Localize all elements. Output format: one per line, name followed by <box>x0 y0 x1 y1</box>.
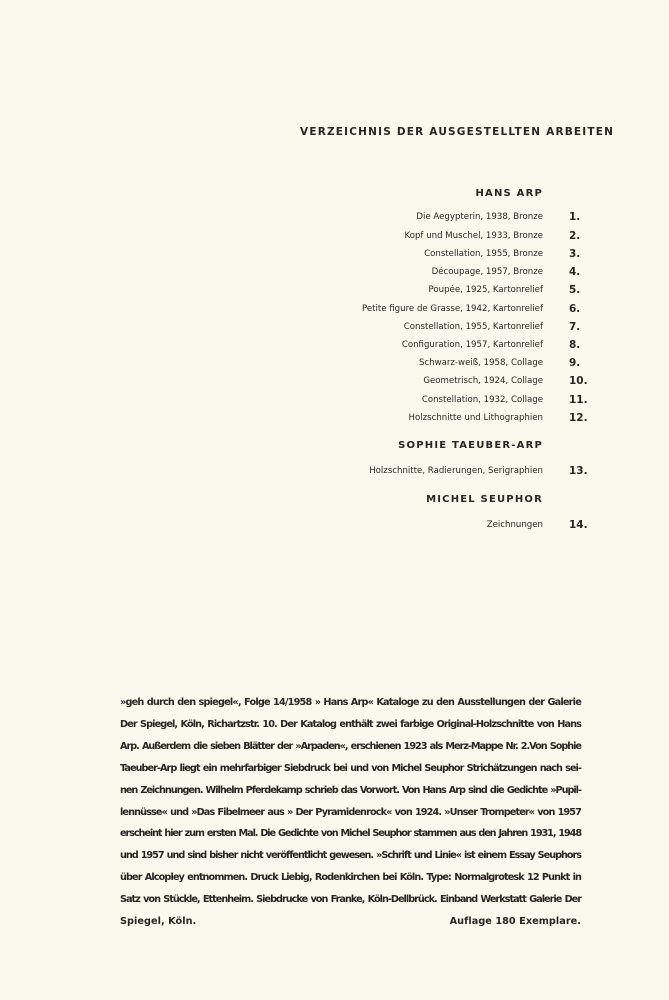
work-row <box>300 393 587 411</box>
work-row <box>300 247 587 265</box>
colophon-last-line <box>120 911 581 933</box>
work-title: Geometrisch, 1924, Collage <box>423 376 543 386</box>
colophon-line: erscheint hier zum ersten Mal. Die Gedichte von Michel Seuphor stammen aus den Jahren 1931, 1948 <box>120 828 581 840</box>
work-title: Zeichnungen <box>486 520 543 530</box>
work-title: Kopf und Muschel, 1933, Bronze <box>404 230 543 241</box>
edition-note: Auflage 180 Exemplare. <box>449 916 581 928</box>
artist-heading-hans-arp: HANS ARP <box>475 188 543 199</box>
work-row <box>300 464 587 482</box>
work-row <box>300 338 587 356</box>
work-title: Holzschnitte und Lithographien <box>408 412 543 423</box>
work-number: 3. <box>569 248 581 260</box>
work-row <box>300 320 587 338</box>
colophon-line: und 1957 und sind bisher nicht veröffentlicht gewesen. »Schrift und Linie« ist einem Essay Seuphors <box>120 850 581 862</box>
work-number: 5. <box>569 284 581 296</box>
work-number: 8. <box>569 339 581 351</box>
work-row <box>300 265 587 283</box>
work-title: Configuration, 1957, Kartonrelief <box>401 340 543 350</box>
work-number: 1. <box>569 211 581 223</box>
colophon-line: Satz von Stückle, Ettenheim. Siebdrucke von Franke, Köln-Dellbrück. Einband Werkstatt Galerie Der <box>120 894 581 906</box>
colophon-line: »geh durch den spiegel«, Folge 14/1958 » Hans Arp« Kataloge zu den Ausstellungen der Galerie <box>120 697 581 708</box>
colophon-paragraph <box>120 692 581 933</box>
work-number: 12. <box>569 411 588 424</box>
work-number: 14. <box>569 519 588 531</box>
work-row <box>300 356 587 374</box>
work-title: Poupée, 1925, Kartonrelief <box>428 285 543 295</box>
work-title: Holzschnitte, Radierungen, Serigraphien <box>369 466 543 476</box>
work-number: 2. <box>569 229 581 242</box>
colophon-line: lennüsse« und »Das Fibelmeer aus » Der Pyramidenrock« von 1924. »Unser Trompeter« von 1957 <box>120 806 581 818</box>
work-number: 7. <box>569 320 581 333</box>
work-row <box>300 518 587 536</box>
work-row <box>300 210 587 228</box>
work-title: Schwarz-weiß, 1958, Collage <box>418 358 543 368</box>
colophon-line-end: Spiegel, Köln. <box>120 916 197 928</box>
work-number: 6. <box>569 302 581 315</box>
page-title: VERZEICHNIS DER AUSGESTELLTEN ARBEITEN <box>300 126 615 138</box>
colophon-line: über Alcopley entnommen. Druck Liebig, Rodenkirchen bei Köln. Type: Normalgrotesk 12 Punkt in <box>120 872 581 884</box>
work-title: Constellation, 1932, Collage <box>421 394 543 405</box>
work-number: 13. <box>569 465 588 477</box>
artist-heading-michel-seuphor: MICHEL SEUPHOR <box>426 494 543 505</box>
work-row <box>300 283 587 301</box>
work-number: 11. <box>569 393 588 406</box>
artist-heading-sophie-taeuber-arp: SOPHIE TAEUBER-ARP <box>398 440 543 451</box>
work-title: Petite figure de Grasse, 1942, Kartonrelief <box>361 303 543 314</box>
work-title: Die Aegypterin, 1938, Bronze <box>416 212 543 222</box>
colophon-line: Arp. Außerdem die sieben Blätter der »Arpaden«, erschienen 1923 als Merz-Mappe Nr. 2.Von Sophie <box>120 740 581 752</box>
work-title: Découpage, 1957, Bronze <box>431 267 543 277</box>
work-row <box>300 374 587 392</box>
work-number: 4. <box>569 266 581 278</box>
work-number: 9. <box>569 357 581 369</box>
colophon-line: nen Zeichnungen. Wilhelm Pferdekamp schrieb das Vorwort. Von Hans Arp sind die Gedichte »Pupil- <box>120 784 581 796</box>
work-row <box>300 302 587 320</box>
work-number: 10. <box>569 375 588 387</box>
work-row <box>300 411 587 429</box>
work-title: Constellation, 1955, Bronze <box>424 249 543 259</box>
work-row <box>300 229 587 247</box>
colophon-line: Der Spiegel, Köln, Richartzstr. 10. Der Katalog enthält zwei farbige Original-Holzschnitte von Hans <box>120 718 581 730</box>
colophon-line: Taeuber-Arp liegt ein mehrfarbiger Siebdruck bei und von Michel Seuphor Strichätzungen nach sei- <box>120 762 581 774</box>
work-title: Constellation, 1955, Kartonrelief <box>403 321 543 332</box>
